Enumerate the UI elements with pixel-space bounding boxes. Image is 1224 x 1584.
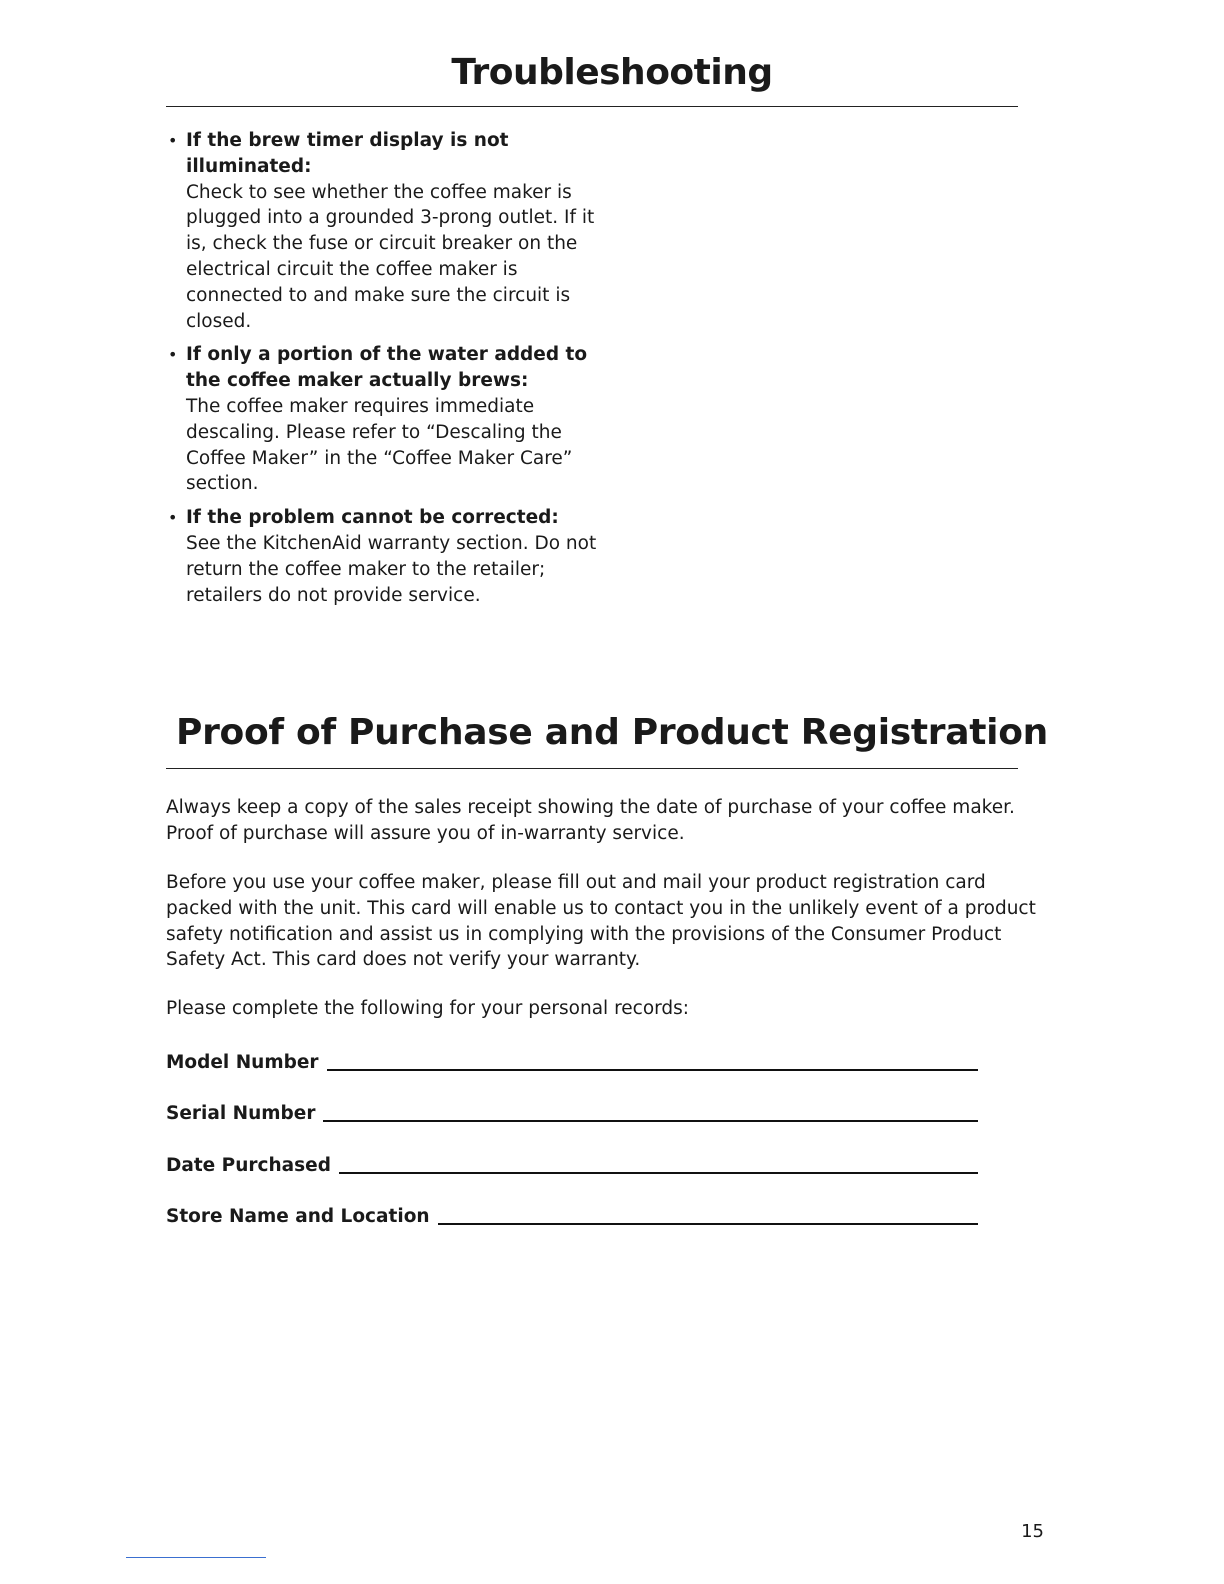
troubleshooting-item — [166, 342, 606, 497]
store-name-location-blank[interactable] — [438, 1222, 978, 1225]
troubleshooting-heading: Troubleshooting — [451, 52, 773, 93]
troubleshooting-list — [166, 128, 606, 616]
date-purchased-label: Date Purchased — [166, 1155, 331, 1176]
troubleshooting-question: If only a portion of the water added to the coffee maker actually brews: — [186, 344, 588, 392]
proof-of-purchase-heading: Proof of Purchase and Product Registration — [176, 712, 1048, 753]
page-number: 15 — [1021, 1521, 1044, 1542]
troubleshooting-item — [166, 128, 606, 334]
date-purchased-blank[interactable] — [339, 1171, 978, 1174]
troubleshooting-divider — [166, 106, 1018, 107]
troubleshooting-question: If the brew timer display is not illuminated: — [186, 130, 509, 177]
footer-link-underline — [126, 1557, 266, 1558]
bullet-icon: • — [168, 345, 178, 365]
store-name-location-field[interactable] — [166, 1199, 978, 1229]
date-purchased-field[interactable] — [166, 1148, 978, 1178]
model-number-field[interactable] — [166, 1045, 978, 1075]
records-instruction: Please complete the following for your personal records: — [166, 998, 690, 1019]
troubleshooting-answer: The coffee maker requires immediate descaling. Please refer to “Descaling the Coffee Maker” in the “Coffee Maker Care” section. — [186, 395, 573, 495]
bullet-icon: • — [168, 131, 178, 150]
model-number-label: Model Number — [166, 1052, 319, 1073]
troubleshooting-answer: Check to see whether the coffee maker is plugged into a grounded 3-prong outlet. If it is, check the fuse or circuit breaker on the electrical circuit the coffee maker is connected to and make sure the circuit is closed. — [186, 181, 595, 332]
registration-paragraph: Before you use your coffee maker, please fill out and mail your product registration card packed with the unit. This card will enable us to contact you in the unlikely event of a product safety notification and assist us in complying with the provisions of the Consumer Product Safety Act. This card does not verify your warranty. — [166, 872, 1036, 971]
bullet-icon: • — [168, 508, 178, 528]
troubleshooting-question: If the problem cannot be corrected: — [186, 507, 559, 529]
proof-divider — [166, 768, 1018, 769]
troubleshooting-answer: See the KitchenAid warranty section. Do not return the coffee maker to the retailer; retailers do not provide service. — [186, 532, 597, 606]
troubleshooting-item — [166, 505, 606, 608]
model-number-blank[interactable] — [327, 1068, 978, 1071]
serial-number-field[interactable] — [166, 1096, 978, 1126]
receipt-paragraph: Always keep a copy of the sales receipt showing the date of purchase of your coffee maker. Proof of purchase will assure you of in-warranty service. — [166, 797, 1015, 844]
serial-number-blank[interactable] — [323, 1119, 978, 1122]
store-name-location-label: Store Name and Location — [166, 1206, 430, 1227]
serial-number-label: Serial Number — [166, 1103, 316, 1124]
